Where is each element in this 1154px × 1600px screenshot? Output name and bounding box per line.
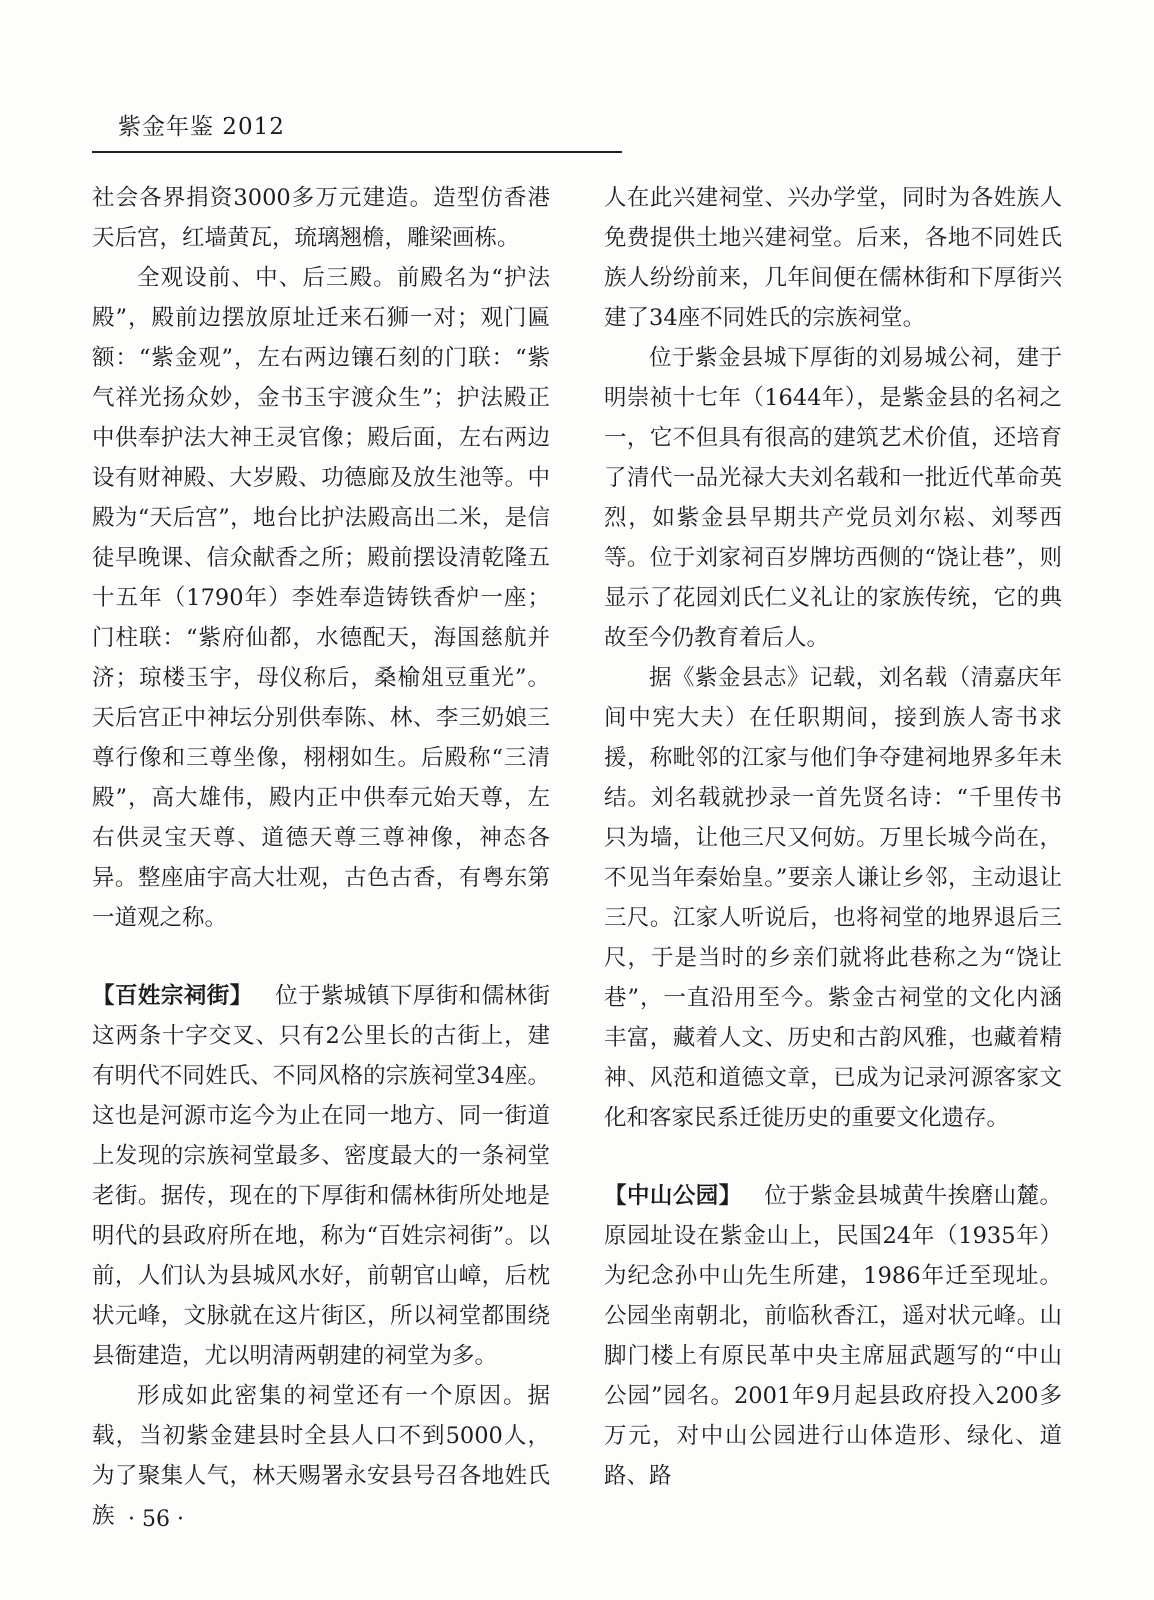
right-column [604,178,1062,1496]
left-column [92,178,550,1536]
paragraph: 全观设前、中、后三殿。前殿名为“护法殿”，殿前边摆放原址迁来石狮一对；观门匾额：“紫金观”，左右两边镶石刻的门联：“紫气祥光扬众妙，金书玉宇渡众生”；护法殿正中供奉护法大神王灵官像；殿后面，左右两边设有财神殿、大岁殿、功德廊及放生池等。中殿为“天后宫”，地台比护法殿高出二米，是信徒早晚课、信众献香之所；殿前摆设清乾隆五十五年（1790年）李姓奉造铸铁香炉一座；门柱联：“紫府仙都，水德配天，海国慈航并济；琼楼玉宇，母仪称后，桑榆俎豆重光”。天后宫正中神坛分别供奉陈、林、李三奶娘三尊行像和三尊坐像，栩栩如生。后殿称“三清殿”，高大雄伟，殿内正中供奉元始天尊，左右供灵宝天尊、道德天尊三尊神像，神态各异。整座庙宇高大壮观，古色古香，有粤东第一道观之称。 [92,265,550,931]
entry-title: 【百姓宗祠街】 [92,983,253,1009]
entry-title: 【中山公园】 [604,1183,742,1209]
running-head: 紫金年鉴 2012 [118,114,285,140]
entry-text: 位于紫金县城黄牛挨磨山麓。原园址设在紫金山上，民国24年（1935年）为纪念孙中山先生所建，1986年迁至现址。公园坐南朝北，前临秋香江，遥对状元峰。山脚门楼上有原民革中央主席屈武题写的“中山公园”园名。2001年9月起县政府投入200多万元，对中山公园进行山体造形、绿化、道路、路 [604,1183,1062,1489]
paragraph: 人在此兴建祠堂、兴办学堂，同时为各姓族人免费提供土地兴建祠堂。后来，各地不同姓氏族人纷纷前来，几年间便在儒林街和下厚街兴建了34座不同姓氏的宗族祠堂。 [604,185,1062,331]
entry-paragraph [92,976,550,1376]
paragraph: 据《紫金县志》记载，刘名载（清嘉庆年间中宪大夫）在任职期间，接到族人寄书求援，称毗邻的江家与他们争夺建祠地界多年未结。刘名载就抄录一首先贤名诗：“千里传书只为墙，让他三尺又何妨。万里长城今尚在，不见当年秦始皇。”要亲人谦让乡邻，主动退让三尺。江家人听说后，也将祠堂的地界退后三尺，于是当时的乡亲们就将此巷称之为“饶让巷”，一直沿用至今。紫金古祠堂的文化内涵丰富，藏着人文、历史和古韵风雅，也藏着精神、风范和道德文章，已成为记录河源客家文化和客家民系迁徙历史的重要文化遗存。 [604,665,1062,1131]
paragraph: 位于紫金县城下厚街的刘易城公祠，建于明崇祯十七年（1644年），是紫金县的名祠之一，它不但具有很高的建筑艺术价值，还培育了清代一品光禄大夫刘名载和一批近代革命英烈，如紫金县早期共产党员刘尔崧、刘琴西等。位于刘家祠百岁牌坊西侧的“饶让巷”，则显示了花园刘氏仁义礼让的家族传统，它的典故至今仍教育着后人。 [604,345,1062,651]
page-number: · 56 · [128,1507,184,1532]
entry-paragraph [604,1176,1062,1496]
paragraph: 社会各界捐资3000多万元建造。造型仿香港天后宫，红墙黄瓦，琉璃翘檐，雕梁画栋。 [92,185,550,251]
header-rule [92,151,622,153]
paragraph: 形成如此密集的祠堂还有一个原因。据载，当初紫金建县时全县人口不到5000人，为了聚集人气，林天赐署永安县号召各地姓氏族 [92,1383,550,1529]
entry-text: 位于紫城镇下厚街和儒林街这两条十字交叉、只有2公里长的古街上，建有明代不同姓氏、不同风格的宗族祠堂34座。这也是河源市迄今为止在同一地方、同一街道上发现的宗族祠堂最多、密度最大的一条祠堂老街。据传，现在的下厚街和儒林街所处地是明代的县政府所在地，称为“百姓宗祠街”。以前，人们认为县城风水好，前朝官山嶂，后枕状元峰，文脉就在这片街区，所以祠堂都围绕县衙建造，尤以明清两朝建的祠堂为多。 [92,983,550,1369]
